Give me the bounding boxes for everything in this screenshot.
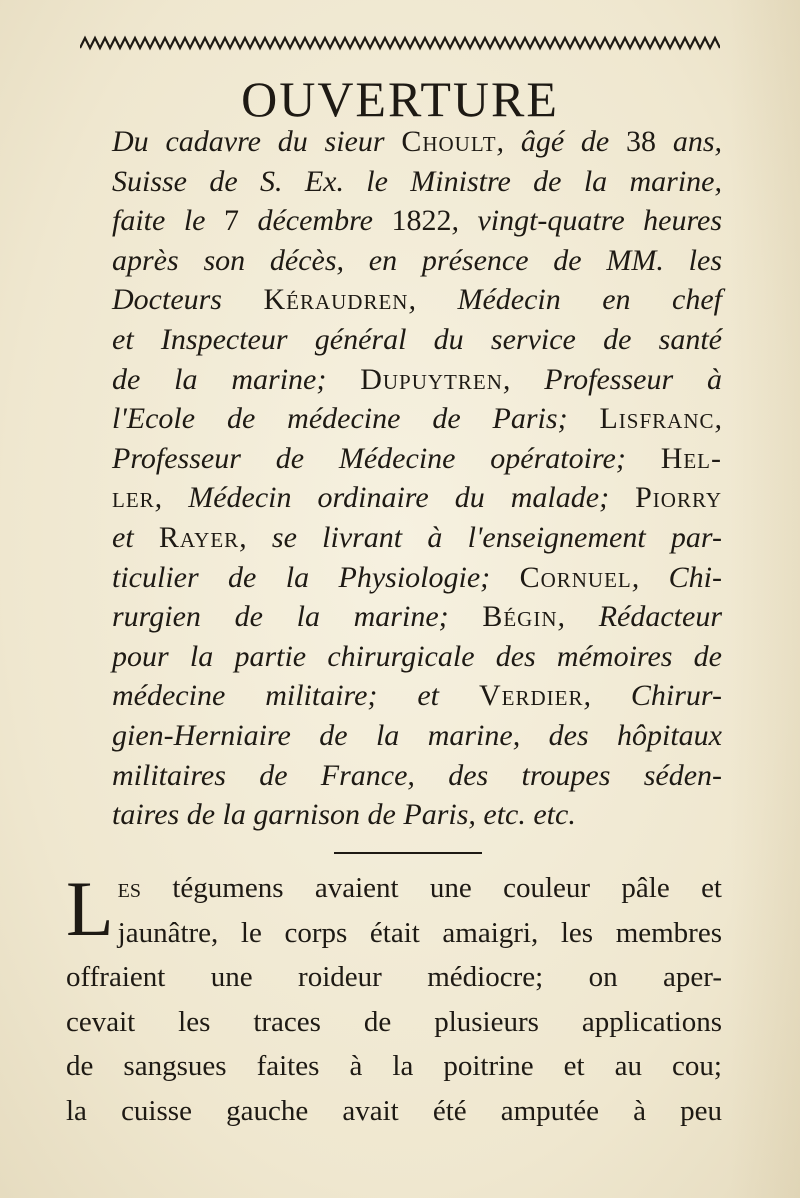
page-title: OUVERTURE bbox=[241, 71, 559, 127]
intro-line: Du cadavre du sieur Choult, âgé de 38 ans, bbox=[112, 125, 722, 158]
intro-line: après son décès, en présence de MM. les bbox=[112, 243, 722, 277]
intro-line: de la marine; Dupuytren, Professeur à bbox=[112, 362, 722, 396]
intro-line: médecine militaire; et Verdier, Chirur- bbox=[112, 679, 722, 713]
section-divider bbox=[334, 852, 482, 854]
intro-line: Professeur de Médecine opératoire; Hel- bbox=[112, 441, 722, 475]
intro-line: gien-Herniaire de la marine, des hôpitaux bbox=[112, 718, 722, 752]
body-line: la cuisse gauche avait été amputée à peu bbox=[66, 1094, 722, 1127]
intro-paragraph bbox=[112, 122, 722, 835]
intro-line: ler, Médecin ordinaire du malade; Piorry bbox=[112, 481, 722, 515]
intro-line: rurgien de la marine; Bégin, Rédacteur bbox=[112, 600, 722, 634]
intro-line: Suisse de S. Ex. le Ministre de la marine, bbox=[112, 164, 722, 198]
intro-line: et Rayer, se livrant à l'enseignement par- bbox=[112, 520, 722, 554]
intro-line: et Inspecteur général du service de santé bbox=[112, 322, 722, 356]
intro-line: ticulier de la Physiologie; Cornuel, Chi- bbox=[112, 560, 722, 594]
intro-line: taires de la garnison de Paris, etc. etc. bbox=[112, 798, 576, 832]
intro-line: pour la partie chirurgicale des mémoires de bbox=[112, 639, 722, 673]
body-line: de sangsues faites à la poitrine et au cou; bbox=[66, 1050, 722, 1082]
drop-cap: L bbox=[66, 865, 114, 952]
intro-line: militaires de France, des troupes séden- bbox=[112, 758, 722, 792]
body-line: offraient une roideur médiocre; on aper- bbox=[66, 961, 722, 993]
intro-line: faite le 7 décembre 1822, vingt-quatre heures bbox=[112, 204, 722, 238]
decorative-border-ornament bbox=[80, 34, 720, 52]
intro-line: l'Ecole de médecine de Paris; Lisfranc, bbox=[112, 402, 722, 436]
body-paragraph bbox=[66, 866, 722, 1133]
page-edge-shading bbox=[730, 0, 800, 1198]
body-line: es tégumens avaient une couleur pâle et bbox=[117, 872, 722, 904]
body-line: cevait les traces de plusieurs applications bbox=[66, 1005, 722, 1038]
intro-line: Docteurs Kéraudren, Médecin en chef bbox=[112, 283, 722, 317]
body-line: jaunâtre, le corps était amaigri, les membres bbox=[117, 916, 722, 949]
